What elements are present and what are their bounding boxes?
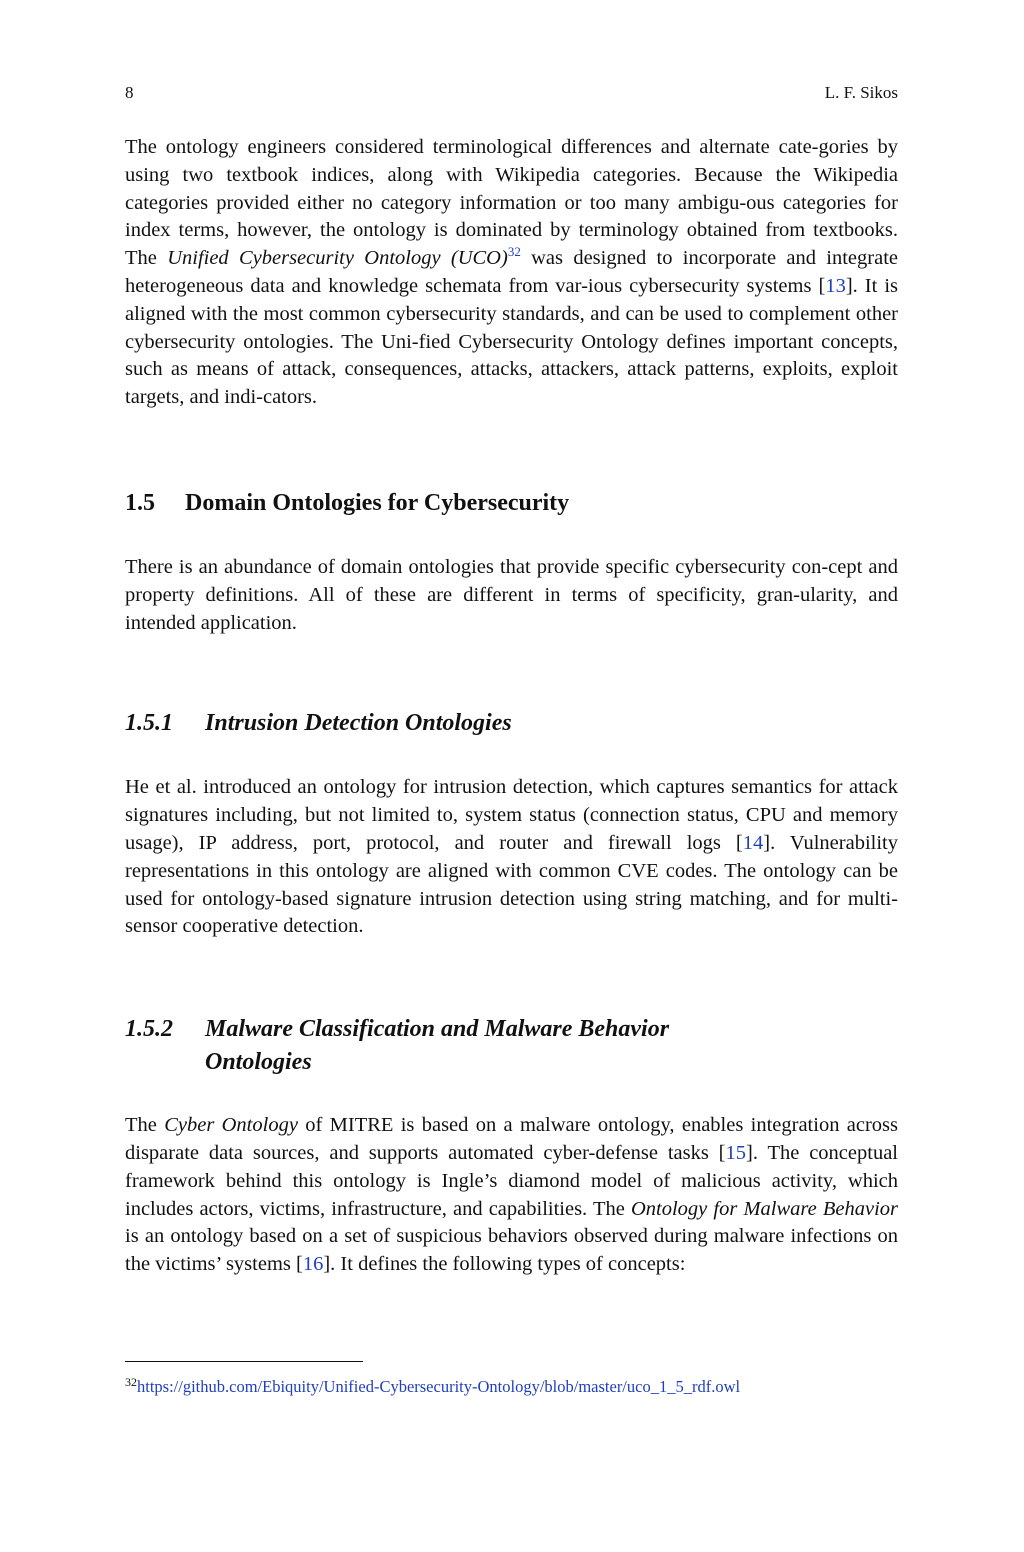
omb-term: Ontology for Malware Behavior xyxy=(630,1197,899,1220)
paragraph-text: is an ontology based on a set of suspicious behaviors observed during malware infections on the victims’ systems [ xyxy=(125,1225,898,1276)
citation-16[interactable]: 16 xyxy=(302,1253,324,1276)
section-number: 1.5.1 xyxy=(125,710,173,737)
section-number: 1.5.2 xyxy=(125,1016,173,1043)
section-heading-1-5 xyxy=(125,488,898,518)
paragraph-malware xyxy=(125,1112,898,1279)
citation-15[interactable]: 15 xyxy=(725,1141,747,1164)
section-title: Intrusion Detection Ontologies xyxy=(205,710,512,737)
section-title: Domain Ontologies for Cybersecurity xyxy=(185,489,570,516)
footnote-32 xyxy=(125,1376,898,1398)
cyber-ontology-term: Cyber Ontology xyxy=(164,1114,298,1137)
paragraph-text: The ontology engineers considered terminological differences and alternate cate-gories by using two textbook indices, along with Wikipedia categories. Because the Wikipedia categories provided either no category information or too many ambigu-ous categories for index terms, however, the ontology is dominated by terminology obtained from textbooks. The xyxy=(125,136,898,270)
paragraph-domain-ontologies: There is an abundance of domain ontologies that provide specific cybersecurity con-cept and property definitions. All of these are different in terms of specificity, gran-ularity, and intended application. xyxy=(125,555,898,634)
paragraph-text: ]. It is aligned with the most common cybersecurity standards, and can be used to complement other cybersecurity ontologies. The Uni-fied Cybersecurity Ontology defines important concepts, such as means of attack, consequences, attacks, attackers, attack patterns, exploits, exploit targets, and indi-cators. xyxy=(125,274,898,409)
paragraph-text: ]. The conceptual framework behind this ontology is Ingle’s diamond model of malicious activity, which includes actors, victims, infrastructure, and capabilities. The xyxy=(125,1141,898,1220)
section-heading-1-5-2 xyxy=(125,1013,898,1079)
paragraph-text: ]. It defines the following types of concepts: xyxy=(323,1253,686,1276)
section-title xyxy=(205,1013,898,1079)
section-title-line-2: Ontologies xyxy=(205,1049,312,1076)
section-heading-1-5-1 xyxy=(125,707,898,740)
running-head xyxy=(125,82,898,104)
running-head-author: L. F. Sikos xyxy=(824,83,898,102)
footnote-divider xyxy=(125,1361,363,1362)
paragraph-text: ]. Vulnerability representations in this ontology are aligned with common CVE codes. The ontology can be used for ontology-based signature intrusion detection using string matching, and for multi-sensor cooperative detection. xyxy=(125,831,898,938)
paragraph-text: The xyxy=(125,1114,165,1137)
paragraph-text: He et al. introduced an ontology for intrusion detection, which captures semantics for attack signatures including, but not limited to, system status (connection status, CPU and memory usage), IP address, port, protocol, and router and firewall logs [ xyxy=(125,776,898,854)
main-content xyxy=(125,134,898,1279)
section-title-line-1: Malware Classification and Malware Behavior xyxy=(205,1016,670,1043)
footnote-ref-32[interactable]: 32 xyxy=(507,244,521,260)
section-number: 1.5 xyxy=(125,489,155,516)
footnote-url-link[interactable]: https://github.com/Ebiquity/Unified-Cybersecurity-Ontology/blob/master/uco_1_5_rdf.owl xyxy=(137,1377,741,1396)
paragraph-uco xyxy=(125,134,898,412)
uco-term: Unified Cybersecurity Ontology (UCO) xyxy=(167,247,508,270)
footnote-marker: 32 xyxy=(125,1375,137,1389)
paragraph-text: was designed to incorporate and integrate heterogeneous data and knowledge schemata from var-ious cybersecurity systems [ xyxy=(125,247,899,297)
citation-14[interactable]: 14 xyxy=(742,831,764,854)
citation-13[interactable]: 13 xyxy=(825,274,846,297)
paragraph-intrusion-detection xyxy=(125,774,898,941)
paragraph-text: of MITRE is based on a malware ontology, enables integration across disparate data sources, and supports automated cyber-defense tasks [ xyxy=(125,1114,898,1164)
page-number: 8 xyxy=(125,83,134,102)
